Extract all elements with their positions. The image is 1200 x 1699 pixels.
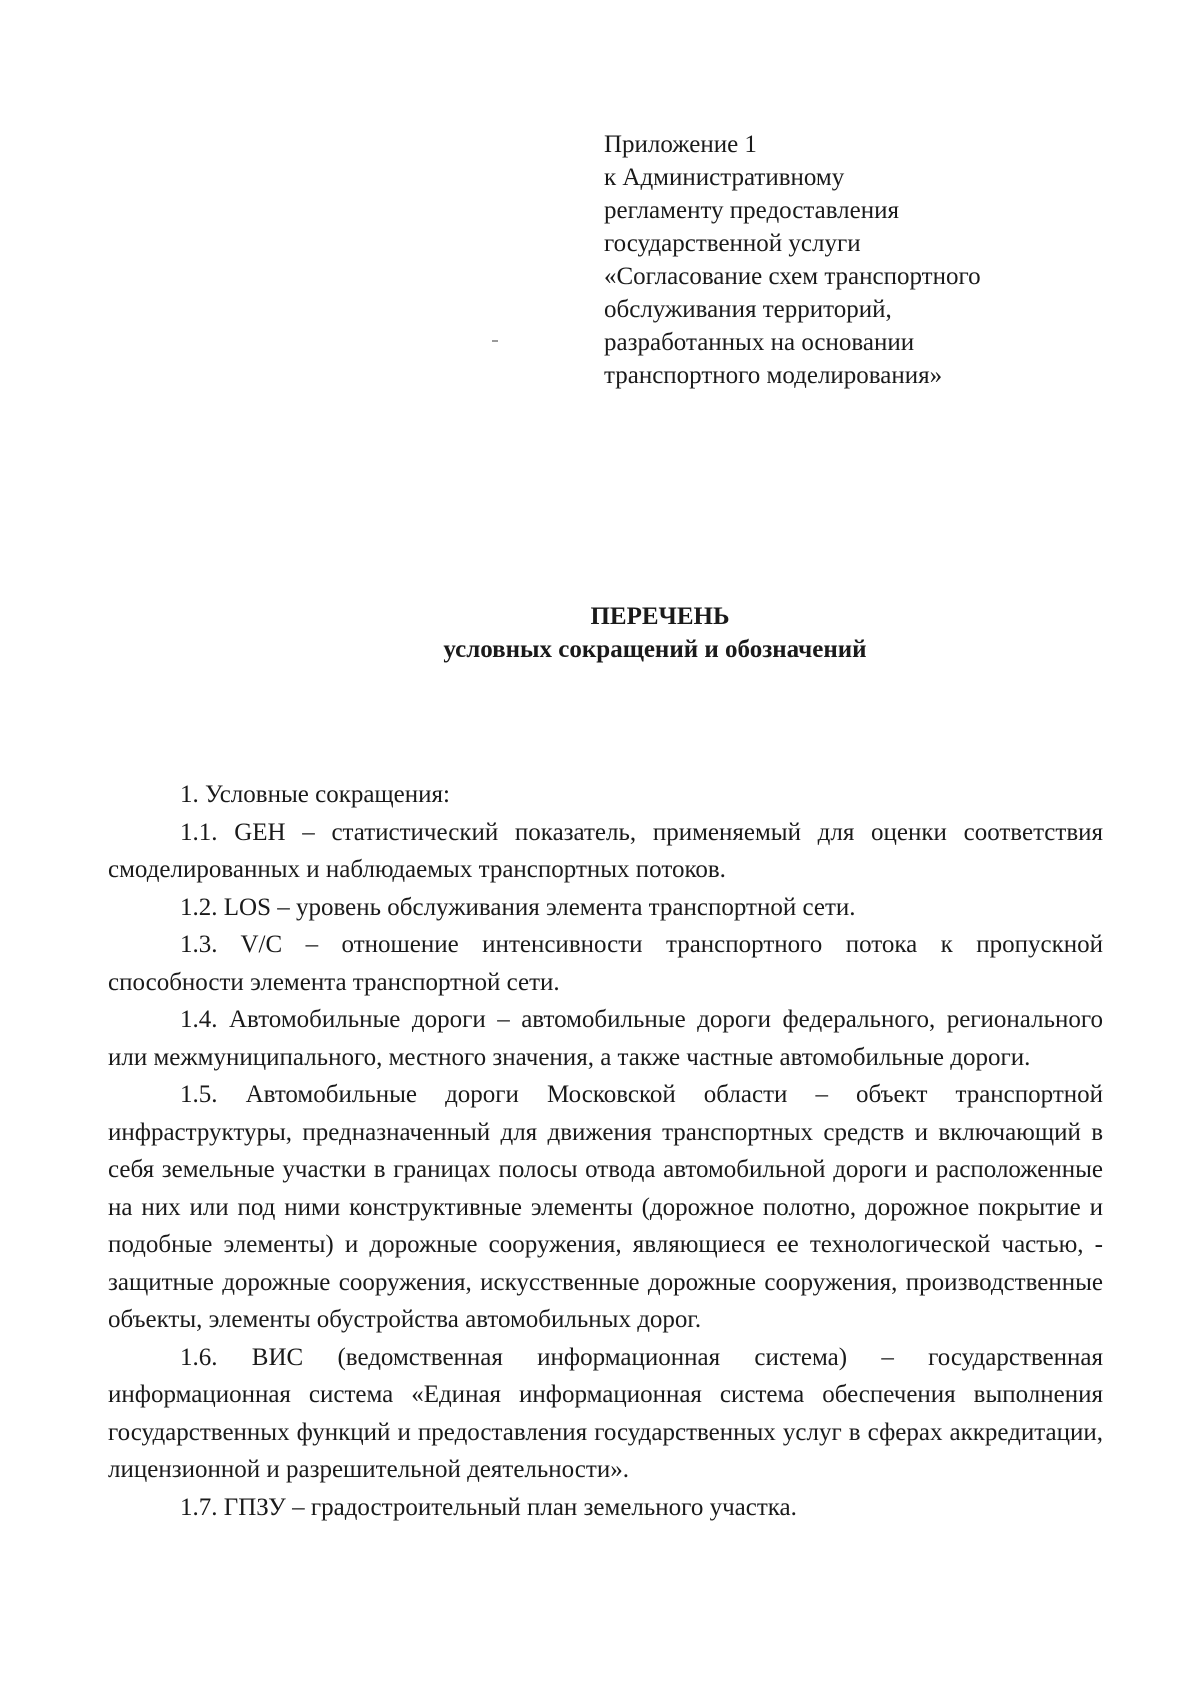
title-main: ПЕРЕЧЕНЬ bbox=[590, 603, 730, 630]
list-item: 1.4. Автомобильные дороги – автомобильные дороги федерального, регионального или межмуниципального, местного значения, а также частные автомобильные дороги. bbox=[108, 1006, 1103, 1071]
list-item: 1.5. Автомобильные дороги Московской области – объект транспортной инфраструктуры, предназначенный для движения транспортных средств и включающий в себя земельные участки в границах полосы отвода автомобильной дороги и расположенные на них или под ними конструктивные элементы (дорожное полотно, дорожное покрытие и подобные элементы) и дорожные сооружения, являющиеся ее технологической частью, - защитные дорожные сооружения, искусственные дорожные сооружения, производственные объекты, элементы обустройства автомобильных дорог. bbox=[108, 1081, 1103, 1333]
appendix-line: к Административному bbox=[604, 164, 845, 191]
appendix-line: регламенту предоставления bbox=[604, 197, 900, 224]
appendix-header bbox=[604, 128, 1074, 392]
document-title bbox=[0, 600, 1200, 666]
section-heading: 1. Условные сокращения: bbox=[180, 781, 450, 808]
appendix-line: государственной услуги bbox=[604, 230, 861, 257]
appendix-line: обслуживания территорий, bbox=[604, 296, 892, 323]
scan-speck bbox=[492, 340, 498, 342]
list-item: 1.7. ГПЗУ – градостроительный план земельного участка. bbox=[180, 1493, 797, 1521]
appendix-line: транспортного моделирования» bbox=[604, 362, 943, 389]
list-item: 1.3. V/C – отношение интенсивности транспортного потока к пропускной способности элемента транспортной сети. bbox=[108, 931, 1103, 996]
title-subtitle: условных сокращений и обозначений bbox=[443, 636, 867, 663]
list-item: 1.2. LOS – уровень обслуживания элемента транспортной сети. bbox=[180, 893, 856, 921]
list-item: 1.1. GEH – статистический показатель, применяемый для оценки соответствия смоделированных и наблюдаемых транспортных потоков. bbox=[108, 818, 1103, 883]
appendix-line: «Согласование схем транспортного bbox=[604, 263, 981, 290]
appendix-line: Приложение 1 bbox=[604, 131, 757, 158]
appendix-line: разработанных на основании bbox=[604, 329, 915, 356]
list-item: 1.6. ВИС (ведомственная информационная система) – государственная информационная система «Единая информационная система обеспечения выполнения государственных функций и предоставления государственных услуг в сферах аккредитации, лицензионной и разрешительной деятельности». bbox=[108, 1343, 1103, 1483]
document-body bbox=[108, 776, 1103, 1526]
